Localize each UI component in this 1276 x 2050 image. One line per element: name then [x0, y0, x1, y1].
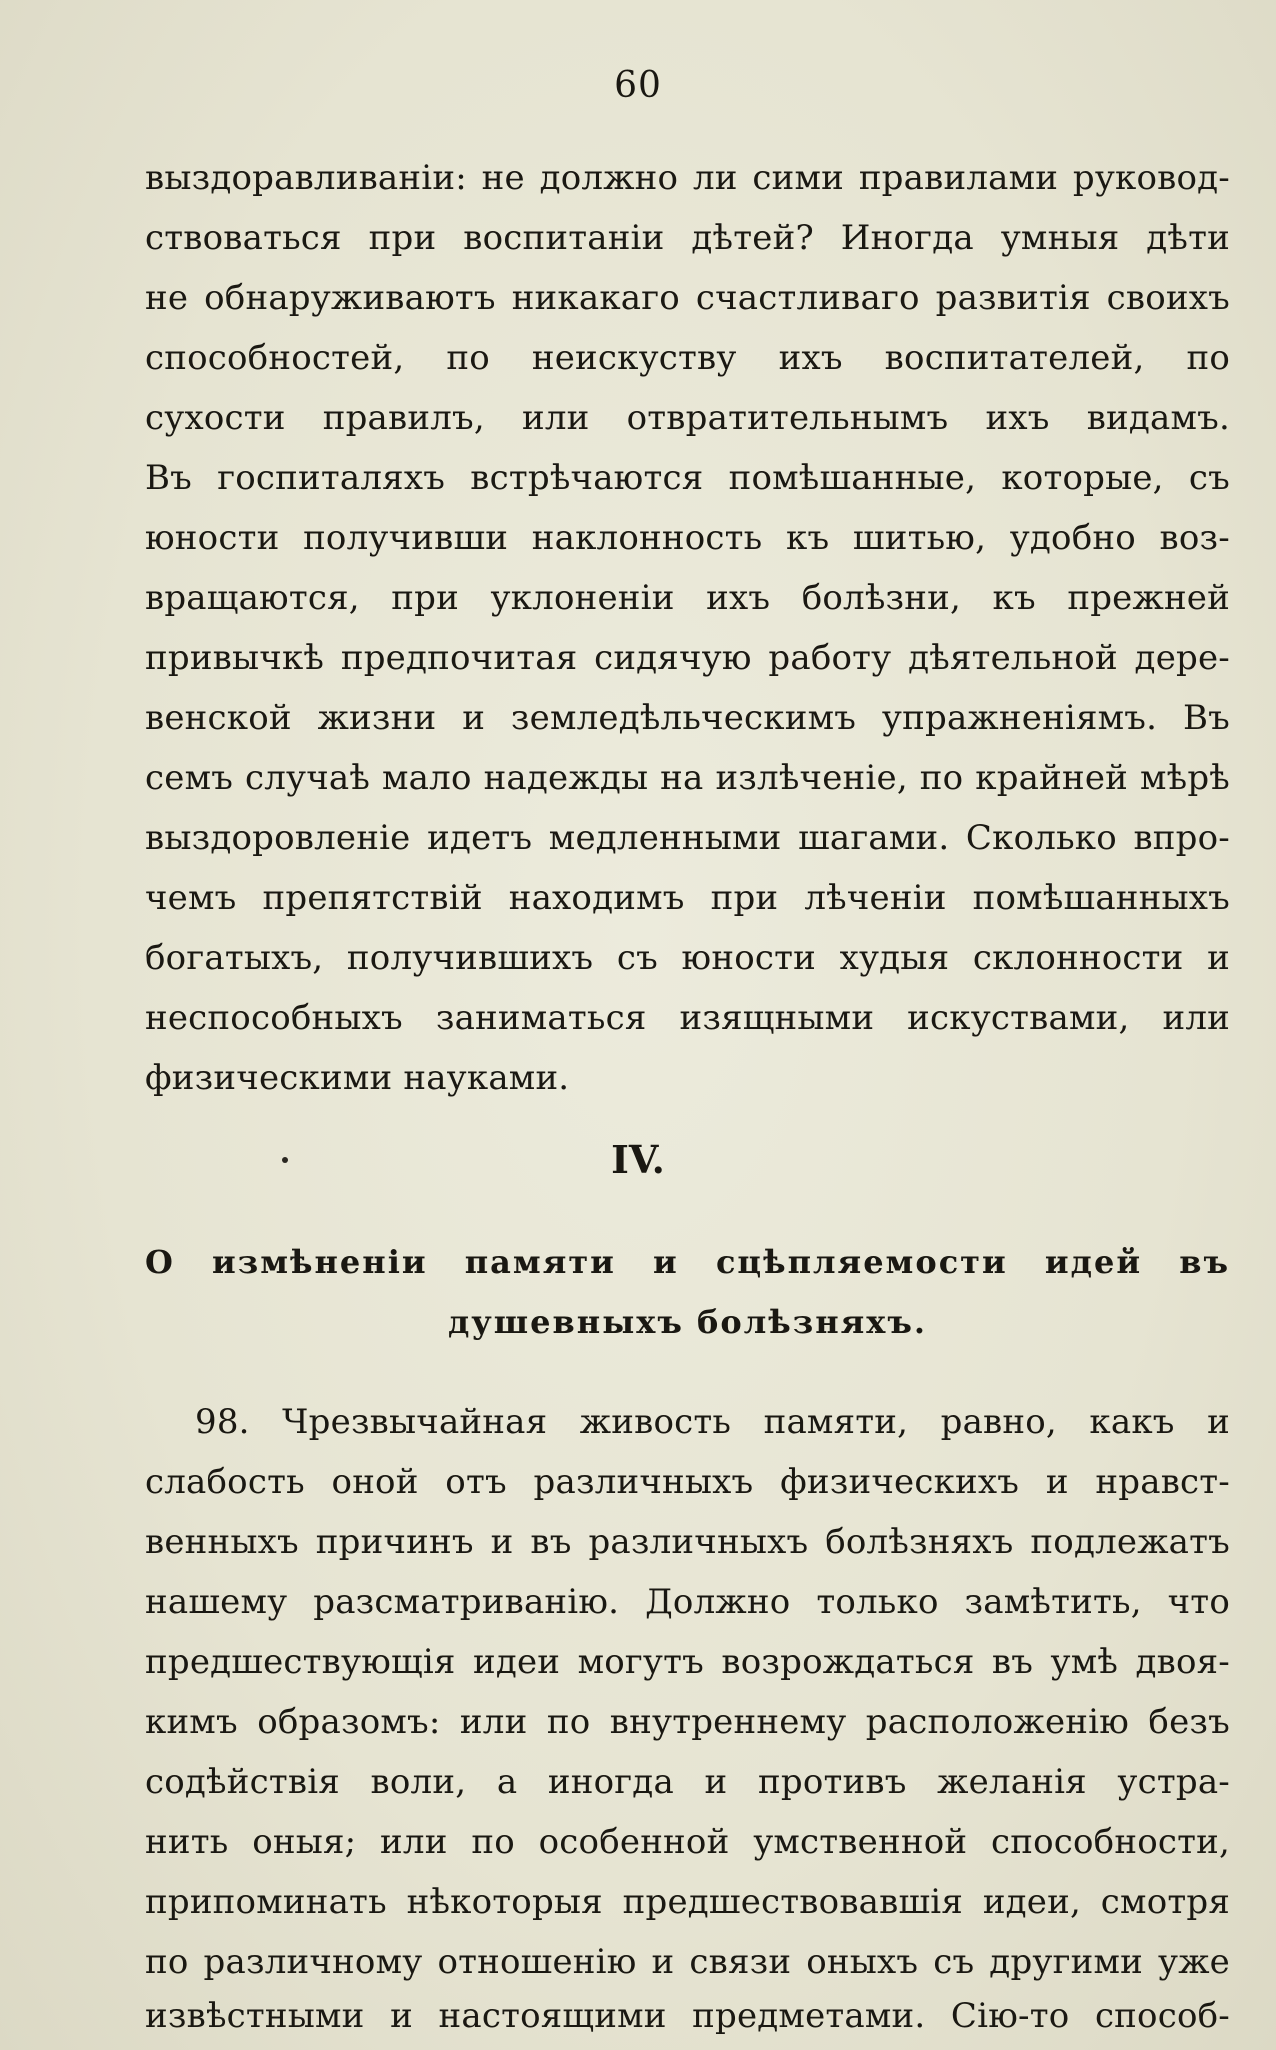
text-line: Въ госпиталяхъ встрѣчаются помѣшанные, которые, съ — [145, 458, 1230, 498]
text-line: по различному отношенію и связи оныхъ съ другими уже — [145, 1942, 1230, 1982]
text-line: чемъ препятствій находимъ при лѣченіи помѣшанныхъ — [145, 878, 1230, 918]
text-line: не обнаруживаютъ никакаго счастливаго развитія своихъ — [145, 278, 1230, 318]
text-line: вращаются, при уклоненіи ихъ болѣзни, къ прежней — [145, 578, 1230, 618]
text-line: сухости правилъ, или отвратительнымъ ихъ видамъ. — [145, 398, 1230, 438]
text-line: выздоравливаніи: не должно ли сими правилами руковод- — [145, 158, 1230, 198]
section-title-line: О измѣненіи памяти и сцѣпляемости идей въ — [145, 1243, 1230, 1281]
text-line: привычкѣ предпочитая сидячую работу дѣятельной дере- — [145, 638, 1230, 678]
text-line: слабость оной отъ различныхъ физическихъ и нравст- — [145, 1462, 1230, 1502]
text-line: неспособныхъ заниматься изящными искуствами, или — [145, 998, 1230, 1038]
text-line: 98. Чрезвычайная живость памяти, равно, какъ и — [195, 1402, 1230, 1442]
text-line: семъ случаѣ мало надежды на излѣченіе, по крайней мѣрѣ — [145, 758, 1230, 798]
text-line: физическими науками. — [145, 1058, 570, 1098]
section-number: IV. — [611, 1137, 665, 1182]
text-line: нить оныя; или по особенной умственной способности, — [145, 1822, 1230, 1862]
text-line: венныхъ причинъ и въ различныхъ болѣзняхъ подлежатъ — [145, 1522, 1230, 1562]
text-line: нашему разсматриванію. Должно только замѣтить, что — [145, 1582, 1230, 1622]
text-line: припоминать нѣкоторыя предшествовавшія идеи, смотря — [145, 1882, 1230, 1922]
page-number: 60 — [614, 65, 662, 106]
text-line: содѣйствія воли, а иногда и противъ желанія устра- — [145, 1762, 1230, 1802]
text-line: предшествующія идеи могутъ возрождаться въ умѣ двоя- — [145, 1642, 1230, 1682]
text-line: венской жизни и земледѣльческимъ упражненіямъ. Въ — [145, 698, 1230, 738]
section-title-line: душевныхъ болѣзняхъ. — [447, 1303, 928, 1341]
text-line: юности получивши наклонность къ шитью, удобно воз- — [145, 518, 1230, 558]
text-line: выздоровленіе идетъ медленными шагами. Сколько впро- — [145, 818, 1230, 858]
text-line: способностей, по неискуству ихъ воспитателей, по — [145, 338, 1230, 378]
text-line: кимъ образомъ: или по внутреннему расположенію безъ — [145, 1702, 1230, 1742]
text-line: богатыхъ, получившихъ съ юности худыя склонности и — [145, 938, 1230, 978]
text-line: извѣстными и настоящими предметами. Сію-то способ- — [145, 1996, 1230, 2036]
text-line: ствоваться при воспитаніи дѣтей? Иногда умныя дѣти — [145, 218, 1230, 258]
